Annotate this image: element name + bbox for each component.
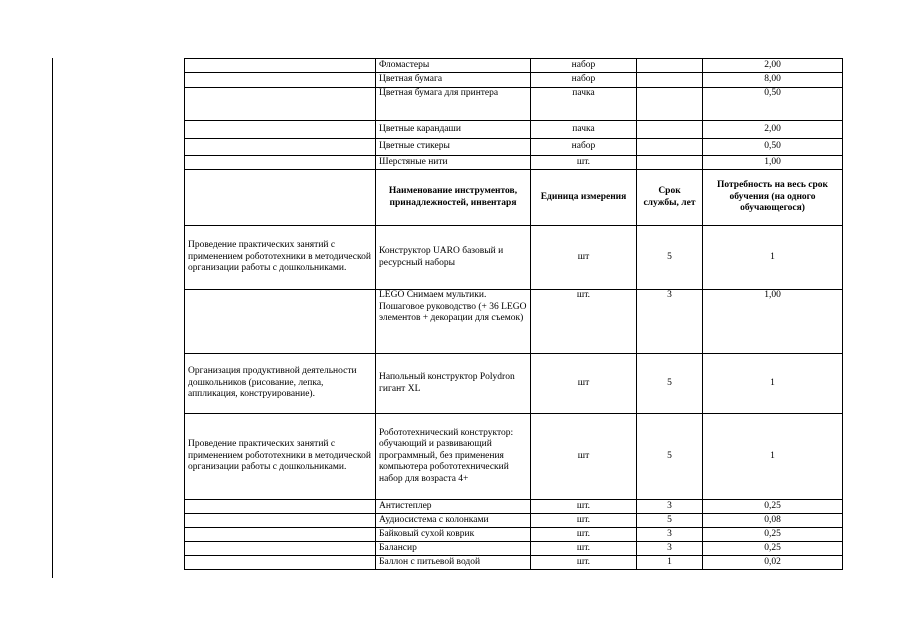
table-row [185,528,843,542]
table-row [185,290,843,354]
activity-cell [185,73,376,88]
activity-cell [185,528,376,542]
item-name-cell: Цветная бумага [376,73,531,88]
unit-cell: пачка [531,88,637,121]
life-cell: 3 [637,290,703,354]
unit-cell: шт. [531,542,637,556]
activity-cell [185,139,376,156]
table-row [185,226,843,290]
need-header: Потребность на весь срок обучения (на одного обучающегося) [703,170,843,226]
unit-cell: набор [531,73,637,88]
page-margin-line [52,58,53,578]
life-cell [637,59,703,73]
name-header: Наименование инструментов, принадлежностей, инвентаря [376,170,531,226]
activity-cell [185,59,376,73]
need-cell: 1 [703,414,843,500]
need-cell: 2,00 [703,121,843,139]
activity-cell: Проведение практических занятий с применением робототехники в методической организации работы с дошкольниками. [185,226,376,290]
table-row [185,354,843,414]
item-name-cell: Баллон с питьевой водой [376,556,531,570]
unit-cell: пачка [531,121,637,139]
item-name-cell: LEGO Снимаем мультики. Пошаговое руководство (+ 36 LEGO элементов + декорации для съемок) [376,290,531,354]
item-name-cell: Шерстяные нити [376,156,531,170]
equipment-table [184,58,843,570]
table-row [185,414,843,500]
activity-cell: Проведение практических занятий с применением робототехники в методической организации работы с дошкольниками. [185,414,376,500]
table-row [185,556,843,570]
life-cell: 3 [637,542,703,556]
item-name-cell: Балансир [376,542,531,556]
activity-cell [185,290,376,354]
activity-cell: Организация продуктивной деятельности дошкольников (рисование, лепка, аппликация, конструирование). [185,354,376,414]
table-row [185,59,843,73]
need-cell: 0,25 [703,542,843,556]
unit-cell: шт. [531,156,637,170]
item-name-cell: Цветная бумага для принтера [376,88,531,121]
activity-cell [185,500,376,514]
item-name-cell: Цветные карандаши [376,121,531,139]
unit-cell: шт. [531,500,637,514]
activity-cell [185,121,376,139]
need-cell: 0,25 [703,528,843,542]
life-cell [637,139,703,156]
table-row [185,156,843,170]
unit-cell: шт [531,226,637,290]
life-cell: 3 [637,528,703,542]
life-cell: 5 [637,226,703,290]
item-name-cell: Напольный конструктор Polydron гигант XL [376,354,531,414]
need-cell: 1 [703,354,843,414]
table-row [185,121,843,139]
need-cell: 0,25 [703,500,843,514]
unit-cell: шт. [531,290,637,354]
activity-cell [185,542,376,556]
item-name-cell: Конструктор UARO базовый и ресурсный наборы [376,226,531,290]
need-cell: 0,50 [703,139,843,156]
activity-cell [185,156,376,170]
life-cell: 5 [637,514,703,528]
unit-cell: набор [531,59,637,73]
life-cell [637,156,703,170]
unit-cell: шт. [531,556,637,570]
unit-cell: шт [531,354,637,414]
life-cell: 5 [637,414,703,500]
unit-header: Единица измерения [531,170,637,226]
item-name-cell: Аудиосистема с колонками [376,514,531,528]
life-header: Срок службы, лет [637,170,703,226]
life-cell [637,88,703,121]
need-cell: 8,00 [703,73,843,88]
need-cell: 0,02 [703,556,843,570]
need-cell: 0,50 [703,88,843,121]
activity-cell [185,88,376,121]
unit-cell: шт. [531,514,637,528]
item-name-cell: Антистеплер [376,500,531,514]
table-header-row [185,170,843,226]
activity-header-cell [185,170,376,226]
table-row [185,139,843,156]
activity-cell [185,556,376,570]
unit-cell: набор [531,139,637,156]
need-cell: 2,00 [703,59,843,73]
item-name-cell: Цветные стикеры [376,139,531,156]
need-cell: 0,08 [703,514,843,528]
life-cell [637,73,703,88]
unit-cell: шт [531,414,637,500]
table-row [185,88,843,121]
life-cell [637,121,703,139]
table-row [185,514,843,528]
unit-cell: шт. [531,528,637,542]
life-cell: 3 [637,500,703,514]
need-cell: 1 [703,226,843,290]
item-name-cell: Робототехнический конструктор: обучающий и развивающий программный, без применения компьютера робототехнический набор для возраста 4+ [376,414,531,500]
need-cell: 1,00 [703,290,843,354]
table-row [185,73,843,88]
life-cell: 1 [637,556,703,570]
activity-cell [185,514,376,528]
table-row [185,542,843,556]
life-cell: 5 [637,354,703,414]
item-name-cell: Байковый сухой коврик [376,528,531,542]
need-cell: 1,00 [703,156,843,170]
item-name-cell: Фломастеры [376,59,531,73]
table-row [185,500,843,514]
